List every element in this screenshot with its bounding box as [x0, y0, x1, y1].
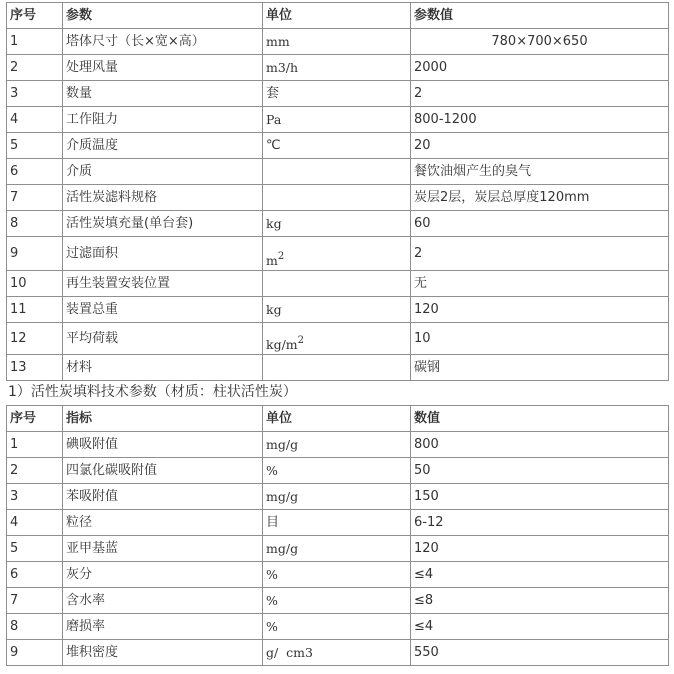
row-param: 活性炭填充量(单台套): [63, 211, 263, 237]
table-header-row: [7, 406, 669, 432]
row-param: 磨损率: [63, 614, 263, 640]
row-value: 无: [411, 271, 669, 297]
unit-superscript: 2: [277, 251, 285, 262]
row-no: 8: [7, 211, 63, 237]
row-param: 材料: [63, 355, 263, 381]
table-row: [7, 323, 669, 355]
row-param: 活性炭滤料规格: [63, 185, 263, 211]
row-no: 3: [7, 484, 63, 510]
row-value: 6-12: [411, 510, 669, 536]
row-param: 工作阻力: [63, 107, 263, 133]
header-unit: 单位: [263, 406, 411, 432]
row-unit: %: [263, 588, 411, 614]
row-unit: 目: [263, 510, 411, 536]
row-no: 13: [7, 355, 63, 381]
row-value: 碳钢: [411, 355, 669, 381]
row-unit: ℃: [263, 133, 411, 159]
row-param: 介质: [63, 159, 263, 185]
row-no: 1: [7, 29, 63, 55]
table-row: [7, 458, 669, 484]
header-no: 序号: [7, 3, 63, 29]
row-param: 塔体尺寸（长×宽×高）: [63, 29, 263, 55]
table-row: [7, 297, 669, 323]
row-value: ≤4: [411, 562, 669, 588]
equipment-parameters-table: [6, 2, 669, 381]
row-value: 150: [411, 484, 669, 510]
table-row: [7, 185, 669, 211]
row-value: ≤4: [411, 614, 669, 640]
header-unit: 单位: [263, 3, 411, 29]
row-no: 6: [7, 562, 63, 588]
row-param: 处理风量: [63, 55, 263, 81]
row-value: 50: [411, 458, 669, 484]
row-value: 2000: [411, 55, 669, 81]
row-param: 苯吸附值: [63, 484, 263, 510]
row-no: 3: [7, 81, 63, 107]
row-value: 800-1200: [411, 107, 669, 133]
header-value: 参数值: [411, 3, 669, 29]
table-row: [7, 107, 669, 133]
activated-carbon-specs-table: [6, 405, 669, 666]
row-no: 7: [7, 185, 63, 211]
table-header-row: [7, 3, 669, 29]
row-unit: [263, 323, 411, 355]
row-unit: m3/h: [263, 55, 411, 81]
row-unit: %: [263, 562, 411, 588]
row-value: 10: [411, 323, 669, 355]
row-param: 过滤面积: [63, 237, 263, 271]
row-no: 8: [7, 614, 63, 640]
row-value: 2: [411, 81, 669, 107]
row-value: 780×700×650: [411, 29, 669, 55]
row-value: 60: [411, 211, 669, 237]
row-unit: %: [263, 614, 411, 640]
row-param: 灰分: [63, 562, 263, 588]
row-unit: %: [263, 458, 411, 484]
row-param: 再生装置安装位置: [63, 271, 263, 297]
row-no: 1: [7, 432, 63, 458]
row-no: 7: [7, 588, 63, 614]
table-row: [7, 355, 669, 381]
row-no: 9: [7, 237, 63, 271]
row-no: 5: [7, 536, 63, 562]
row-value: 2: [411, 237, 669, 271]
table-row: [7, 271, 669, 297]
row-unit: mm: [263, 29, 411, 55]
row-unit: [263, 355, 411, 381]
row-param: 数量: [63, 81, 263, 107]
table-row: [7, 211, 669, 237]
table-row: [7, 133, 669, 159]
table-row: [7, 640, 669, 666]
header-value: 数值: [411, 406, 669, 432]
row-value: 120: [411, 297, 669, 323]
row-param: 粒径: [63, 510, 263, 536]
row-unit: kg: [263, 297, 411, 323]
row-no: 9: [7, 640, 63, 666]
row-no: 2: [7, 55, 63, 81]
table-row: [7, 562, 669, 588]
row-unit: kg: [263, 211, 411, 237]
unit-superscript: 2: [297, 335, 305, 346]
row-unit: Pa: [263, 107, 411, 133]
row-unit: [263, 159, 411, 185]
row-no: 6: [7, 159, 63, 185]
row-value: 20: [411, 133, 669, 159]
unit-base: m: [266, 253, 278, 268]
header-indicator: 指标: [63, 406, 263, 432]
row-unit: mg/g: [263, 484, 411, 510]
table-row: [7, 81, 669, 107]
row-param: 四氯化碳吸附值: [63, 458, 263, 484]
row-param: 堆积密度: [63, 640, 263, 666]
table-row: [7, 588, 669, 614]
row-no: 4: [7, 510, 63, 536]
row-no: 2: [7, 458, 63, 484]
row-no: 10: [7, 271, 63, 297]
unit-base: kg/m: [266, 337, 298, 352]
row-value: ≤8: [411, 588, 669, 614]
row-value: 餐饮油烟产生的臭气: [411, 159, 669, 185]
row-param: 亚甲基蓝: [63, 536, 263, 562]
table-row: [7, 614, 669, 640]
row-no: 12: [7, 323, 63, 355]
table-row: [7, 536, 669, 562]
row-unit: [263, 237, 411, 271]
table-row: [7, 510, 669, 536]
section-caption: 1）活性炭填料技术参数（材质：柱状活性炭）: [8, 384, 297, 400]
row-unit: [263, 271, 411, 297]
row-param: 碘吸附值: [63, 432, 263, 458]
row-value: 炭层2层，炭层总厚度120mm: [411, 185, 669, 211]
row-no: 4: [7, 107, 63, 133]
table-row: [7, 55, 669, 81]
row-value: 550: [411, 640, 669, 666]
row-unit: [263, 185, 411, 211]
table-row: [7, 432, 669, 458]
row-unit: mg/g: [263, 536, 411, 562]
row-unit: g/ cm3: [263, 640, 411, 666]
table-row: [7, 237, 669, 271]
row-value: 120: [411, 536, 669, 562]
header-param: 参数: [63, 3, 263, 29]
row-no: 5: [7, 133, 63, 159]
row-param: 平均荷载: [63, 323, 263, 355]
row-unit: 套: [263, 81, 411, 107]
row-unit: mg/g: [263, 432, 411, 458]
row-no: 11: [7, 297, 63, 323]
header-no: 序号: [7, 406, 63, 432]
row-param: 含水率: [63, 588, 263, 614]
row-param: 介质温度: [63, 133, 263, 159]
table-row: [7, 159, 669, 185]
row-value: 800: [411, 432, 669, 458]
row-param: 装置总重: [63, 297, 263, 323]
table-row: [7, 29, 669, 55]
table-row: [7, 484, 669, 510]
